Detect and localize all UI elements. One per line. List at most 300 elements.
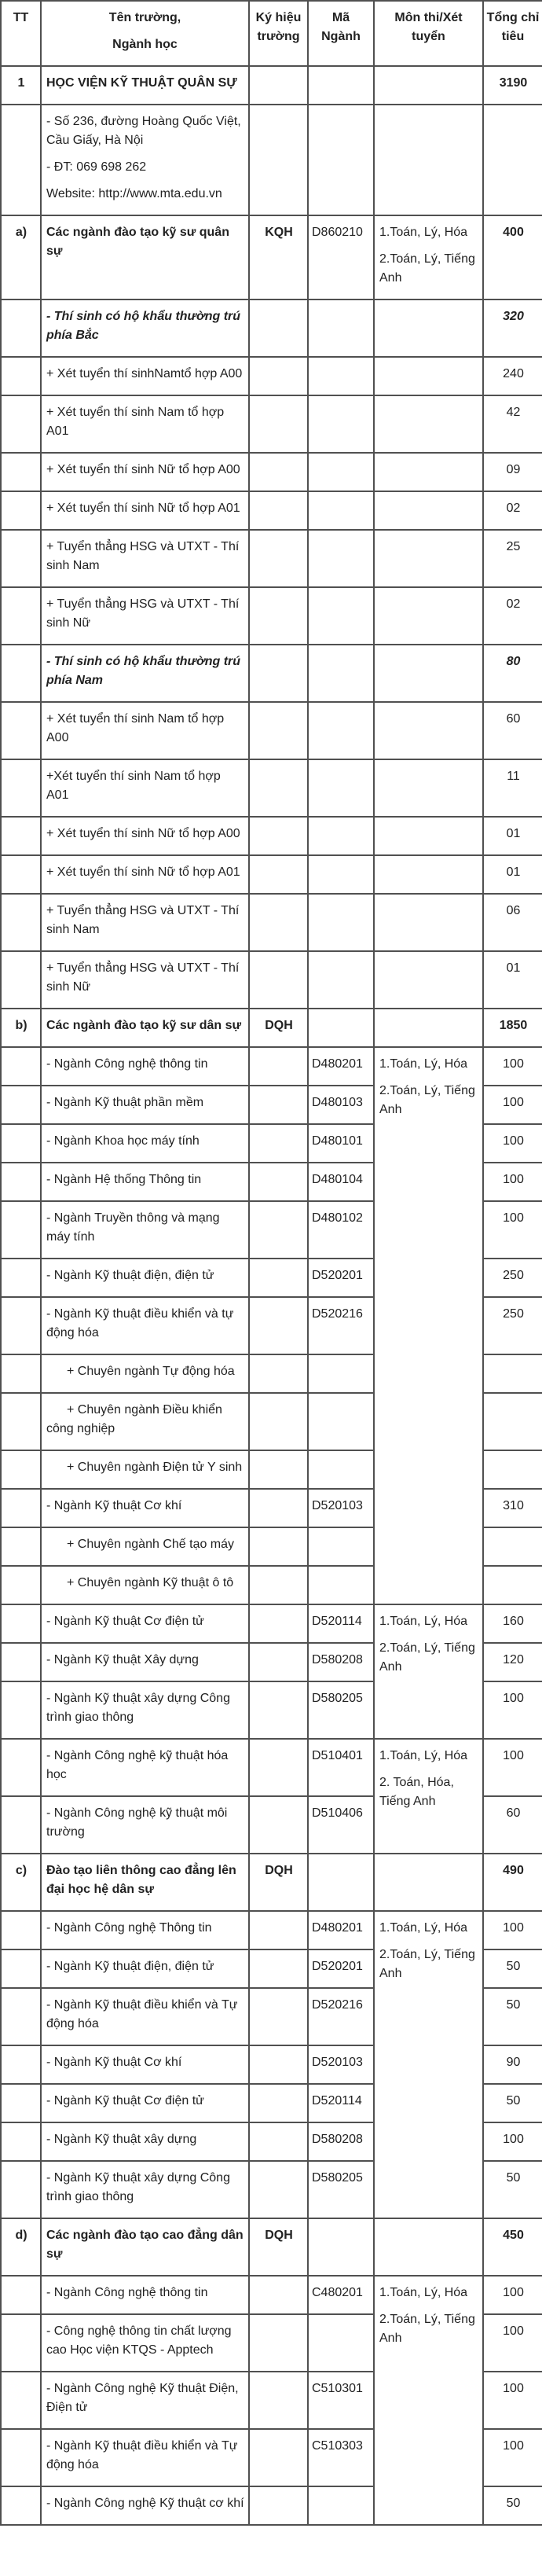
program-name [41, 1354, 249, 1393]
total-quota-text: 250 [503, 1307, 524, 1321]
table-row [1, 395, 542, 453]
exam-subject-combination: 2.Toán, Lý, Tiếng Anh [379, 1948, 475, 1980]
major-code [308, 1604, 374, 1643]
total-quota-text: 90 [506, 2056, 521, 2069]
program-name-line: + Xét tuyển thí sinh Nữ tổ hợp A01 [46, 865, 240, 879]
school-code [249, 1566, 308, 1604]
exam-subject-combination: 1.Toán, Lý, Hóa [379, 1749, 468, 1762]
total-quota [483, 1393, 542, 1450]
exam-subjects [374, 817, 483, 855]
major-code [308, 2122, 374, 2161]
total-quota-text: 100 [503, 1211, 524, 1225]
program-name-line: - Thí sinh có hộ khẩu thường trú phía Nam [46, 655, 241, 687]
school-code [249, 1354, 308, 1393]
program-name-line: + Xét tuyển thí sinh Nam tổ hợp A01 [46, 406, 225, 438]
row-number [1, 2372, 41, 2429]
major-code [308, 951, 374, 1009]
row-number [1, 855, 41, 894]
exam-subject-combination: 2.Toán, Lý, Tiếng Anh [379, 252, 475, 285]
total-quota-text: 490 [503, 1864, 524, 1877]
total-quota [483, 1643, 542, 1681]
total-quota [483, 530, 542, 587]
school-code [249, 1009, 308, 1047]
total-quota-text: 01 [506, 961, 521, 975]
major-code [308, 1566, 374, 1604]
total-quota [483, 1489, 542, 1527]
program-name-line: +Xét tuyển thí sinh Nam tổ hợp A01 [46, 770, 221, 802]
row-number [1, 395, 41, 453]
school-code-text: DQH [265, 2229, 293, 2242]
total-quota [483, 1527, 542, 1566]
program-name-line: - Ngành Kỹ thuật Cơ điện tử [46, 1615, 204, 1628]
program-name [41, 1450, 249, 1489]
major-code [308, 2045, 374, 2084]
program-name-line: + Xét tuyển thí sinh Nữ tổ hợp A00 [46, 827, 240, 840]
row-number [1, 2161, 41, 2218]
total-quota [483, 2429, 542, 2486]
row-number [1, 2218, 41, 2276]
program-name-line: - ĐT: 069 698 262 [46, 160, 147, 174]
total-quota-text: 320 [503, 310, 524, 323]
school-code [249, 1643, 308, 1681]
table-row [1, 894, 542, 951]
exam-subjects [374, 105, 483, 215]
school-code [249, 1604, 308, 1643]
row-number [1, 1259, 41, 1297]
school-code [249, 66, 308, 105]
major-code-text: D520103 [312, 1499, 363, 1512]
row-number [1, 1911, 41, 1949]
major-code-text: D480201 [312, 1057, 363, 1071]
major-code-text: D860210 [312, 226, 363, 239]
total-quota [483, 1163, 542, 1201]
school-code-text: KQH [265, 226, 293, 239]
school-code [249, 1527, 308, 1566]
program-name [41, 894, 249, 951]
program-name-line: - Ngành Kỹ thuật Xây dựng [46, 1653, 199, 1666]
total-quota-text: 160 [503, 1615, 524, 1628]
major-code [308, 2372, 374, 2429]
total-quota [483, 894, 542, 951]
exam-subject-combination: 1.Toán, Lý, Hóa [379, 1921, 468, 1935]
total-quota [483, 1009, 542, 1047]
program-name [41, 2161, 249, 2218]
program-name-line: - Ngành Công nghệ thông tin [46, 2286, 208, 2299]
program-name [41, 2218, 249, 2276]
exam-subjects [374, 1009, 483, 1047]
school-code [249, 2084, 308, 2122]
program-name-line: - Ngành Kỹ thuật Cơ khí [46, 1499, 182, 1512]
total-quota-text: 60 [506, 1806, 521, 1820]
table-row [1, 491, 542, 530]
program-name [41, 759, 249, 817]
total-quota-text: 100 [503, 2324, 524, 2338]
total-quota [483, 2218, 542, 2276]
program-name-line: + Xét tuyển thí sinh Nữ tổ hợp A01 [46, 502, 240, 515]
major-code [308, 530, 374, 587]
major-code [308, 1163, 374, 1201]
table-row [1, 1047, 542, 1086]
major-code-text: D510401 [312, 1749, 363, 1762]
row-number [1, 105, 41, 215]
exam-subjects [374, 299, 483, 357]
school-code [249, 530, 308, 587]
major-code [308, 299, 374, 357]
major-code [308, 1489, 374, 1527]
total-quota [483, 2045, 542, 2084]
major-code [308, 1949, 374, 1988]
program-name-line: + Xét tuyển thí sinhNamtổ hợp A00 [46, 367, 243, 380]
total-quota-text: 80 [506, 655, 521, 668]
row-number [1, 2084, 41, 2122]
row-number-text: 1 [17, 76, 25, 90]
major-code [308, 645, 374, 702]
row-number [1, 1854, 41, 1911]
header-major-code: Mã Ngành [308, 1, 374, 66]
major-code-text: D520216 [312, 1998, 363, 2012]
table-row [1, 66, 542, 105]
program-name [41, 1854, 249, 1911]
major-code [308, 1201, 374, 1259]
program-name [41, 530, 249, 587]
program-name [41, 299, 249, 357]
total-quota [483, 491, 542, 530]
row-number [1, 1643, 41, 1681]
row-number [1, 1489, 41, 1527]
row-number [1, 1009, 41, 1047]
major-code-text: D480102 [312, 1211, 363, 1225]
row-number [1, 2429, 41, 2486]
exam-subjects [374, 855, 483, 894]
school-code [249, 894, 308, 951]
total-quota [483, 453, 542, 491]
program-name-line: - Ngành Hệ thống Thông tin [46, 1173, 202, 1186]
program-name [41, 1949, 249, 1988]
exam-subjects [374, 491, 483, 530]
row-number [1, 1163, 41, 1201]
major-code [308, 1124, 374, 1163]
school-code [249, 759, 308, 817]
school-code [249, 587, 308, 645]
school-code [249, 491, 308, 530]
program-name-line: - Số 236, đường Hoàng Quốc Việt, Cầu Giấy, Hà Nội [46, 115, 241, 147]
program-name-line: - Ngành Kỹ thuật phần mềm [46, 1096, 204, 1109]
total-quota [483, 2314, 542, 2372]
major-code-text: D580205 [312, 2171, 363, 2185]
row-number [1, 1949, 41, 1988]
row-number [1, 951, 41, 1009]
major-code [308, 395, 374, 453]
total-quota [483, 1124, 542, 1163]
school-code [249, 1297, 308, 1354]
program-name [41, 1681, 249, 1739]
total-quota-text: 42 [506, 406, 521, 419]
major-code-text: D480103 [312, 1096, 363, 1109]
program-name [41, 105, 249, 215]
school-code [249, 855, 308, 894]
program-name-line: + Xét tuyển thí sinh Nữ tổ hợp A00 [46, 463, 240, 476]
total-quota [483, 2276, 542, 2314]
total-quota-text: 310 [503, 1499, 524, 1512]
table-row [1, 215, 542, 299]
total-quota-text: 02 [506, 502, 521, 515]
total-quota [483, 1259, 542, 1297]
row-number [1, 2314, 41, 2372]
total-quota [483, 1201, 542, 1259]
program-name [41, 453, 249, 491]
school-code [249, 357, 308, 395]
program-name-line: - Công nghệ thông tin chất lượng cao Học viện KTQS - Apptech [46, 2324, 232, 2357]
school-code [249, 2122, 308, 2161]
exam-subject-combination: 1.Toán, Lý, Hóa [379, 1057, 468, 1071]
program-name-line: - Ngành Kỹ thuật xây dựng Công trình giao thông [46, 1692, 230, 1724]
program-name-line: + Chuyên ngành Kỹ thuật ô tô [67, 1576, 234, 1589]
major-code [308, 491, 374, 530]
school-code [249, 1201, 308, 1259]
program-name [41, 2429, 249, 2486]
school-code [249, 702, 308, 759]
total-quota [483, 1086, 542, 1124]
table-row [1, 587, 542, 645]
exam-subject-combination: 1.Toán, Lý, Hóa [379, 2286, 468, 2299]
total-quota-text: 100 [503, 1921, 524, 1935]
row-number-text: c) [15, 1864, 27, 1877]
major-code-text: D580208 [312, 1653, 363, 1666]
total-quota-text: 3190 [499, 76, 528, 90]
major-code [308, 1450, 374, 1489]
header-name [41, 1, 249, 66]
total-quota [483, 1739, 542, 1796]
row-number [1, 1988, 41, 2045]
major-code-text: D480104 [312, 1173, 363, 1186]
program-name-line: + Xét tuyển thí sinh Nam tổ hợp A00 [46, 712, 225, 744]
total-quota-text: 100 [503, 2439, 524, 2453]
school-code [249, 2314, 308, 2372]
major-code [308, 1854, 374, 1911]
major-code [308, 759, 374, 817]
program-name [41, 645, 249, 702]
total-quota-text: 50 [506, 1998, 521, 2012]
table-body [1, 66, 542, 2525]
school-code [249, 1450, 308, 1489]
total-quota [483, 66, 542, 105]
program-name [41, 2045, 249, 2084]
program-name [41, 1739, 249, 1796]
program-name-line: Các ngành đào tạo kỹ sư quân sự [46, 226, 229, 258]
row-number [1, 357, 41, 395]
major-code [308, 1643, 374, 1681]
major-code [308, 1259, 374, 1297]
row-number [1, 1739, 41, 1796]
total-quota-text: 50 [506, 2497, 521, 2510]
program-name-line: - Ngành Kỹ thuật Cơ điện tử [46, 2094, 204, 2107]
program-name-line: - Ngành Công nghệ Thông tin [46, 1921, 212, 1935]
table-row [1, 1739, 542, 1796]
total-quota-text: 250 [503, 1269, 524, 1282]
program-name-line: - Ngành Kỹ thuật điều khiển và Tự động hóa [46, 1998, 238, 2030]
total-quota-text: 11 [507, 770, 520, 783]
school-code [249, 1681, 308, 1739]
table-row [1, 530, 542, 587]
program-name [41, 215, 249, 299]
program-name [41, 1527, 249, 1566]
row-number-text: b) [15, 1019, 27, 1032]
row-number [1, 702, 41, 759]
major-code-text: D520114 [312, 1615, 362, 1628]
table-row [1, 453, 542, 491]
exam-subjects [374, 453, 483, 491]
major-code [308, 453, 374, 491]
program-name-line: - Ngành Kỹ thuật điện, điện tử [46, 1960, 214, 1973]
major-code [308, 215, 374, 299]
table-row [1, 951, 542, 1009]
total-quota [483, 395, 542, 453]
major-code [308, 357, 374, 395]
program-name [41, 1604, 249, 1643]
total-quota-text: 450 [503, 2229, 524, 2242]
program-name-line: + Tuyển thẳng HSG và UTXT - Thí sinh Nam [46, 904, 240, 936]
major-code-text: D510406 [312, 1806, 363, 1820]
table-row [1, 1911, 542, 1949]
total-quota-text: 400 [503, 226, 524, 239]
program-name [41, 1201, 249, 1259]
major-code-text: D520201 [312, 1960, 363, 1973]
school-code-text: DQH [265, 1019, 293, 1032]
program-name-line: - Ngành Kỹ thuật điều khiển và tự động hóa [46, 1307, 234, 1339]
program-name [41, 1009, 249, 1047]
school-code [249, 2161, 308, 2218]
header-school-code: Ký hiệu trường [249, 1, 308, 66]
program-name [41, 357, 249, 395]
major-code-text: D520201 [312, 1269, 363, 1282]
major-code-text: D480201 [312, 1921, 363, 1935]
total-quota [483, 1566, 542, 1604]
program-name-line: + Tuyển thẳng HSG và UTXT - Thí sinh Nữ [46, 597, 240, 630]
program-name-line: - Ngành Kỹ thuật xây dựng Công trình giao thông [46, 2171, 230, 2203]
total-quota [483, 1354, 542, 1393]
table-row [1, 2276, 542, 2314]
school-code [249, 817, 308, 855]
program-name-line: + Chuyên ngành Điện tử Y sinh [67, 1461, 243, 1474]
program-name [41, 2276, 249, 2314]
total-quota-text: 100 [503, 2286, 524, 2299]
row-number [1, 1450, 41, 1489]
major-code [308, 2314, 374, 2372]
program-name [41, 1489, 249, 1527]
total-quota [483, 2372, 542, 2429]
major-code [308, 1086, 374, 1124]
row-number [1, 491, 41, 530]
total-quota [483, 1854, 542, 1911]
total-quota-text: 100 [503, 1096, 524, 1109]
school-code-text: DQH [265, 1864, 293, 1877]
program-name [41, 1259, 249, 1297]
exam-subjects [374, 530, 483, 587]
table-row [1, 1854, 542, 1911]
exam-subject-combination: 2.Toán, Lý, Tiếng Anh [379, 1641, 475, 1674]
total-quota [483, 299, 542, 357]
table-row [1, 1604, 542, 1643]
major-code [308, 2486, 374, 2525]
major-code [308, 1739, 374, 1796]
exam-subject-combination: 2.Toán, Lý, Tiếng Anh [379, 2313, 475, 2345]
program-name-line: - Ngành Kỹ thuật Cơ khí [46, 2056, 182, 2069]
major-code [308, 1354, 374, 1393]
row-number [1, 1124, 41, 1163]
major-code [308, 2161, 374, 2218]
program-name-line: Các ngành đào tạo cao đẳng dân sự [46, 2229, 244, 2261]
table-row [1, 105, 542, 215]
program-name [41, 1047, 249, 1086]
exam-subjects [374, 645, 483, 702]
total-quota [483, 215, 542, 299]
school-code [249, 215, 308, 299]
total-quota [483, 2122, 542, 2161]
exam-subjects [374, 66, 483, 105]
school-code [249, 1393, 308, 1450]
school-code [249, 395, 308, 453]
program-name [41, 1124, 249, 1163]
school-code [249, 1124, 308, 1163]
total-quota-text: 100 [503, 2133, 524, 2146]
program-name [41, 1163, 249, 1201]
major-code [308, 105, 374, 215]
program-name [41, 1911, 249, 1949]
total-quota [483, 645, 542, 702]
program-name [41, 1988, 249, 2045]
program-name-line: - Ngành Công nghệ thông tin [46, 1057, 208, 1071]
row-number [1, 1604, 41, 1643]
total-quota-text: 01 [506, 827, 521, 840]
row-number [1, 2276, 41, 2314]
school-code [249, 1796, 308, 1854]
header-tt: TT [1, 1, 41, 66]
row-number [1, 1527, 41, 1566]
program-name [41, 1566, 249, 1604]
total-quota-text: 100 [503, 1057, 524, 1071]
header-total-quota: Tổng chỉ tiêu [483, 1, 542, 66]
row-number [1, 1566, 41, 1604]
exam-subjects [374, 702, 483, 759]
program-name-line: - Ngành Khoa học máy tính [46, 1134, 200, 1148]
program-name [41, 1393, 249, 1450]
header-name-line: Ngành học [112, 38, 178, 51]
total-quota [483, 1604, 542, 1643]
total-quota [483, 1988, 542, 2045]
school-code [249, 2429, 308, 2486]
table-row [1, 1009, 542, 1047]
total-quota-text: 25 [506, 540, 521, 553]
program-name-line: + Chuyên ngành Điều khiển công nghiệp [46, 1403, 222, 1435]
exam-subjects [374, 1911, 483, 2218]
major-code-text: C510301 [312, 2382, 363, 2395]
major-code-text: D580208 [312, 2133, 363, 2146]
total-quota [483, 1681, 542, 1739]
program-name [41, 2122, 249, 2161]
total-quota [483, 1911, 542, 1949]
total-quota [483, 951, 542, 1009]
row-number [1, 587, 41, 645]
program-name [41, 702, 249, 759]
total-quota-text: 01 [506, 865, 521, 879]
program-name-line: - Thí sinh có hộ khẩu thường trú phía Bắc [46, 310, 241, 342]
school-code [249, 2045, 308, 2084]
major-code [308, 1527, 374, 1566]
program-name [41, 587, 249, 645]
program-name-line: + Chuyên ngành Tự động hóa [67, 1365, 235, 1378]
exam-subject-combination: 1.Toán, Lý, Hóa [379, 226, 468, 239]
major-code [308, 2276, 374, 2314]
